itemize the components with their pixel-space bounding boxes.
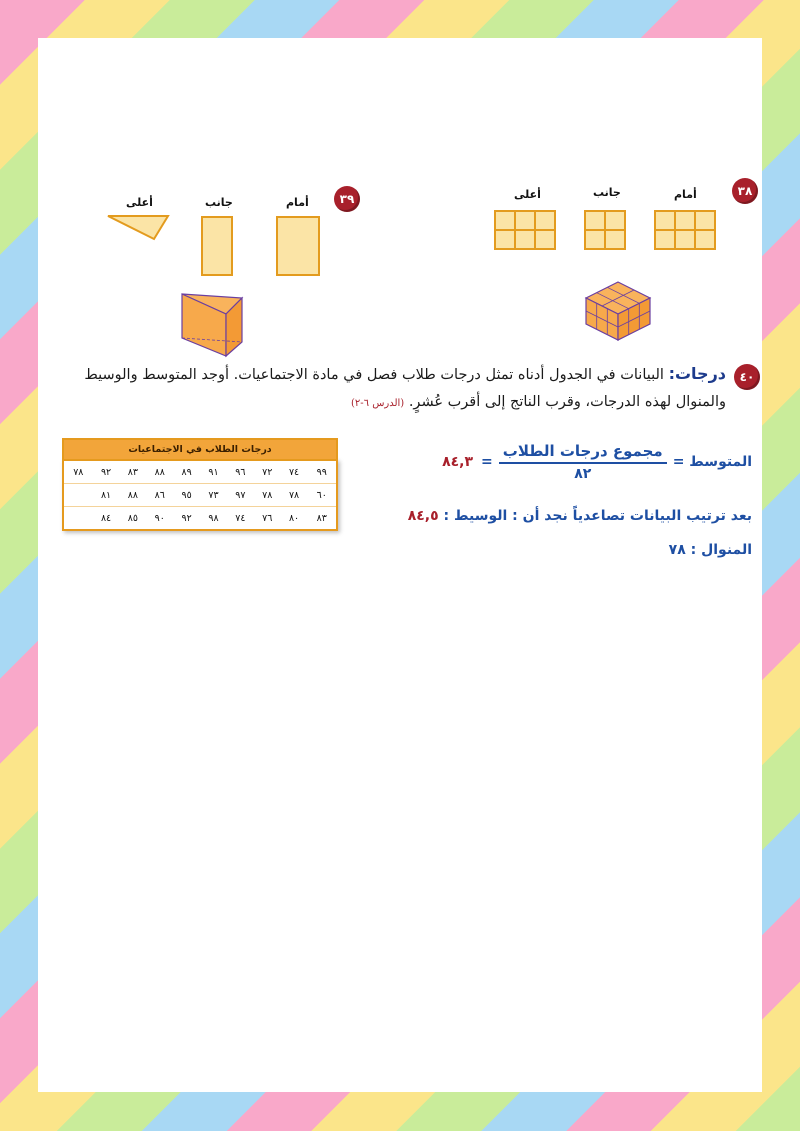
table-cell: ٨٦ xyxy=(146,484,173,507)
mean-fraction xyxy=(499,442,667,482)
table-cell: ٧٢ xyxy=(254,460,281,484)
p39-side-view xyxy=(201,216,233,276)
p39-front-label: أمام xyxy=(286,196,309,209)
problem-40-line2: والمنوال لهذه الدرجات، وقرب الناتج إلى أقرب عُشرٍ. xyxy=(408,394,726,410)
p38-top-view xyxy=(494,210,556,250)
lesson-reference: (الدرس ٦-٢) xyxy=(350,398,405,409)
table-cell: ٩٢ xyxy=(173,507,200,531)
mean-answer xyxy=(442,442,752,482)
table-cell: ٨٩ xyxy=(173,460,200,484)
p39-top-view xyxy=(106,214,170,242)
mean-numerator: مجموع درجات الطلاب xyxy=(499,442,667,464)
table-cell: ٩٥ xyxy=(173,484,200,507)
table-cell: ٨٠ xyxy=(281,507,308,531)
median-text: بعد ترتيب البيانات تصاعدياً نجد أن : الوسيط : xyxy=(443,508,752,524)
mode-answer xyxy=(669,542,752,558)
p38-front-view xyxy=(654,210,716,250)
table-cell: ٨٥ xyxy=(119,507,146,531)
table-cell: ٩٨ xyxy=(200,507,227,531)
p39-side-label: جانب xyxy=(205,196,233,209)
table-cell: ٧٤ xyxy=(227,507,254,531)
p39-top-label: أعلى xyxy=(126,196,153,209)
table-cell: ٦٠ xyxy=(308,484,338,507)
table-cell: ٩١ xyxy=(200,460,227,484)
table-cell: ٨١ xyxy=(93,484,120,507)
table-cell: ٩٠ xyxy=(146,507,173,531)
mean-equals: = xyxy=(481,454,493,470)
problem-38-badge: ٣٨ xyxy=(732,178,758,204)
table-row xyxy=(63,484,337,507)
p38-top-label: أعلى xyxy=(514,188,541,201)
table-row xyxy=(63,507,337,531)
scores-table xyxy=(62,438,338,531)
p38-side-label: جانب xyxy=(593,186,621,199)
mode-text: المنوال : xyxy=(690,542,752,558)
table-cell: ٧٨ xyxy=(254,484,281,507)
table-cell: ٨٨ xyxy=(146,460,173,484)
mode-value: ٧٨ xyxy=(668,542,686,558)
problem-39-badge: ٣٩ xyxy=(334,186,360,212)
table-cell: ٩٧ xyxy=(227,484,254,507)
median-answer xyxy=(408,508,752,524)
table-cell: ٨٤ xyxy=(93,507,120,531)
worksheet-page xyxy=(38,38,762,1092)
table-cell: ٨٣ xyxy=(119,460,146,484)
median-value: ٨٤,٥ xyxy=(407,508,439,524)
table-cell: ٩٩ xyxy=(308,460,338,484)
table-cell: ٨٣ xyxy=(308,507,338,531)
table-cell: ٩٢ xyxy=(93,460,120,484)
mean-denominator: ٨٢ xyxy=(574,466,592,482)
problem-40-title: درجات: xyxy=(668,364,726,383)
p38-side-view xyxy=(584,210,626,250)
mean-label: المتوسط = xyxy=(672,454,752,470)
p39-prism-solid xyxy=(178,288,250,360)
p38-front-label: أمام xyxy=(674,188,697,201)
scores-table-caption: درجات الطلاب في الاجتماعيات xyxy=(62,438,338,459)
table-cell xyxy=(63,484,93,507)
p38-cube-solid xyxy=(578,270,658,342)
table-cell: ٧٨ xyxy=(281,484,308,507)
table-row xyxy=(63,460,337,484)
problem-40-text xyxy=(46,360,726,417)
mean-value: ٨٤,٣ xyxy=(442,454,474,470)
table-cell xyxy=(63,507,93,531)
table-cell: ٧٦ xyxy=(254,507,281,531)
p39-front-view xyxy=(276,216,320,276)
table-cell: ٧٨ xyxy=(63,460,93,484)
problem-40-badge: ٤٠ xyxy=(734,364,760,390)
table-cell: ٧٤ xyxy=(281,460,308,484)
table-cell: ٨٨ xyxy=(119,484,146,507)
table-cell: ٩٦ xyxy=(227,460,254,484)
problem-40-line1: البيانات في الجدول أدناه تمثل درجات طلاب فصل في مادة الاجتماعيات. أوجد المتوسط والوسيط xyxy=(84,367,664,383)
table-cell: ٧٣ xyxy=(200,484,227,507)
